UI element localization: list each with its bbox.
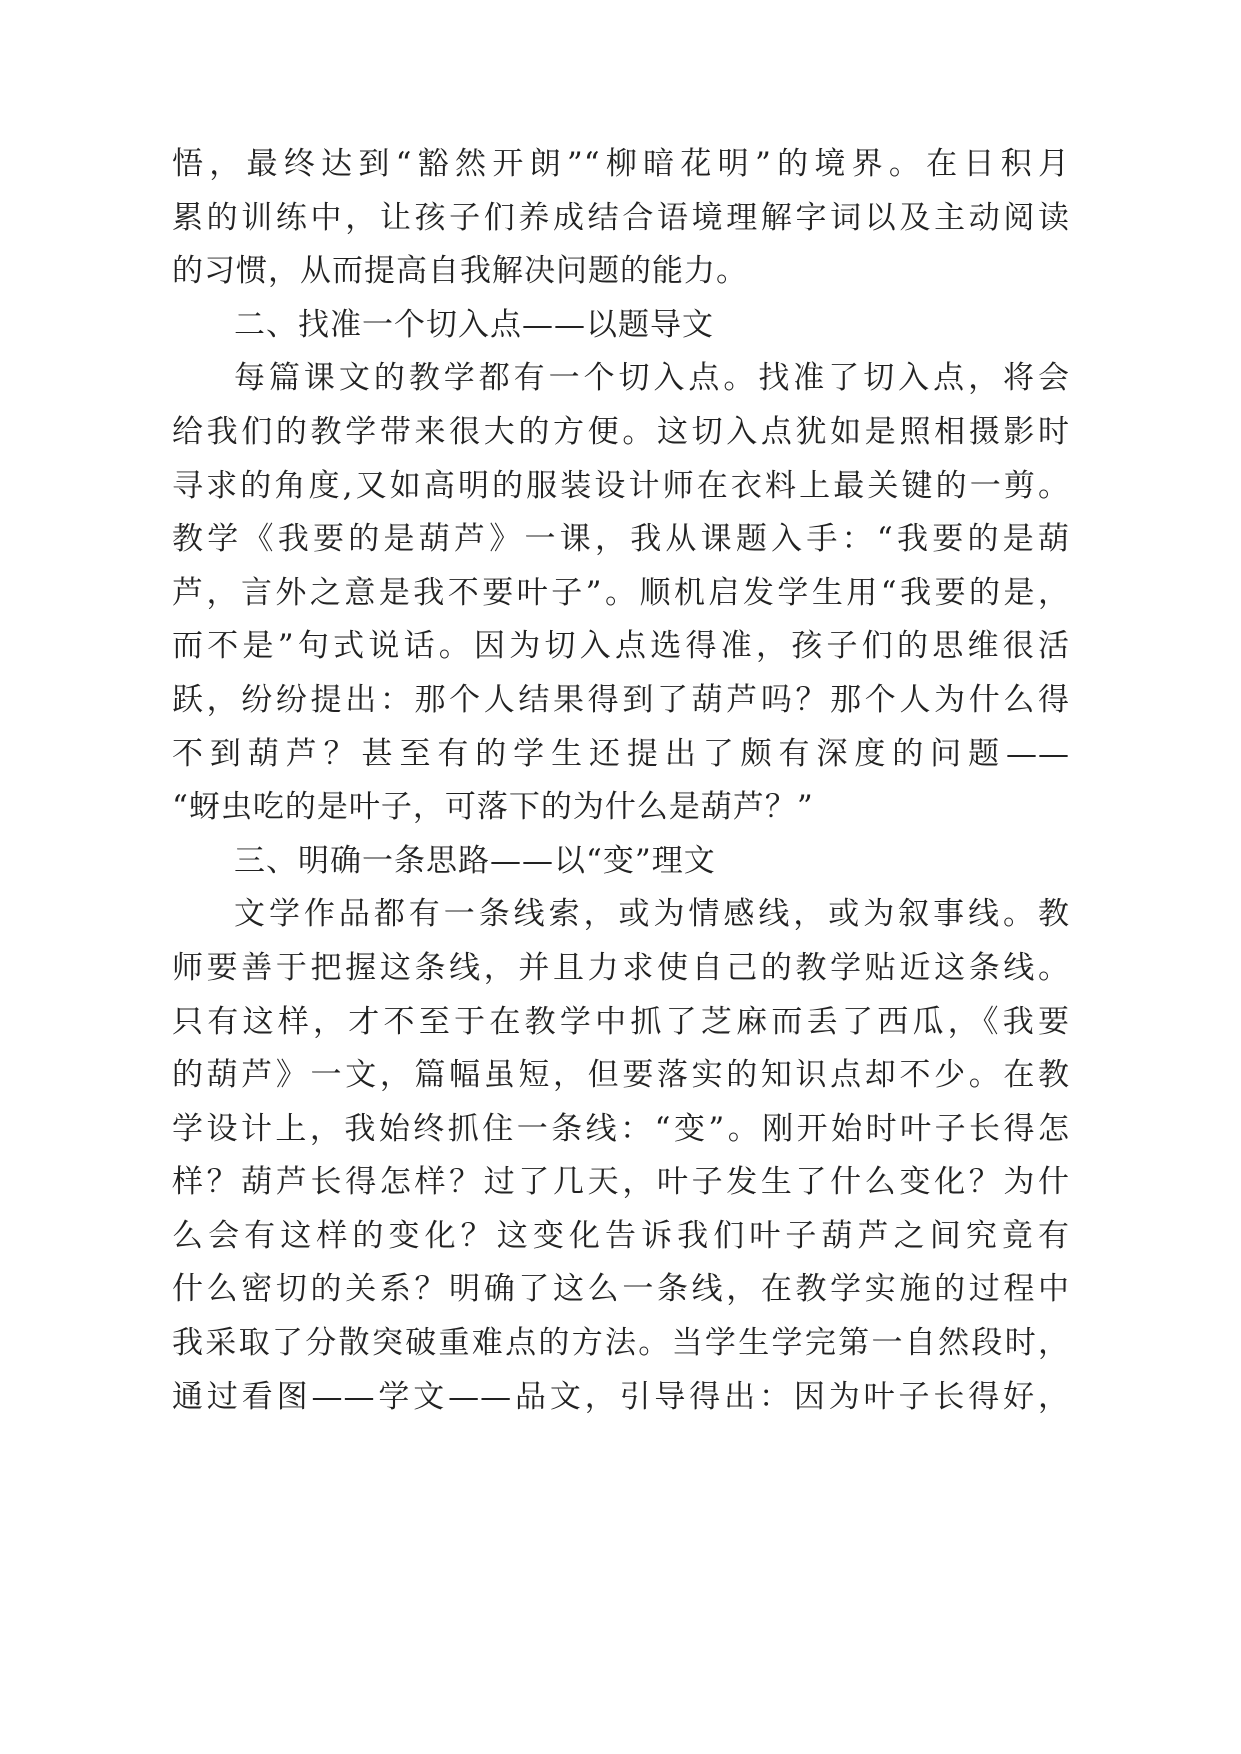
- text-line: 不到葫芦？甚至有的学生还提出了颇有深度的问题——: [172, 735, 1070, 772]
- text-line: 只有这样，才不至于在教学中抓了芝麻而丢了西瓜，《我要: [172, 1003, 1070, 1040]
- document-body: [172, 138, 1070, 1424]
- text-line: 每篇课文的教学都有一个切入点。找准了切入点，将会: [234, 360, 1070, 397]
- text-line: 累的训练中，让孩子们养成结合语境理解字词以及主动阅读: [172, 199, 1070, 236]
- text-line: 什么密切的关系？明确了这么一条线，在教学实施的过程中: [172, 1271, 1070, 1308]
- text-line: 师要善于把握这条线，并且力求使自己的教学贴近这条线。: [172, 949, 1070, 986]
- text-line: 学设计上，我始终抓住一条线：“变”。刚开始时叶子长得怎: [172, 1110, 1070, 1147]
- text-line: 样？葫芦长得怎样？过了几天，叶子发生了什么变化？为什: [172, 1164, 1070, 1201]
- text-line: 的葫芦》一文，篇幅虽短，但要落实的知识点却不少。在教: [172, 1057, 1070, 1094]
- text-line: 给我们的教学带来很大的方便。这切入点犹如是照相摄影时: [172, 413, 1070, 450]
- text-line: 寻求的角度,又如高明的服装设计师在衣料上最关键的一剪。: [172, 467, 1070, 504]
- text-line: 我采取了分散突破重难点的方法。当学生学完第一自然段时，: [172, 1325, 1070, 1362]
- text-line: 教学《我要的是葫芦》一课，我从课题入手：“我要的是葫: [172, 521, 1070, 558]
- text-line: 芦，言外之意是我不要叶子”。顺机启发学生用“我要的是，: [172, 574, 1070, 611]
- text-line: 而不是”句式说话。因为切入点选得准，孩子们的思维很活: [172, 628, 1070, 665]
- text-line: 通过看图——学文——品文，引导得出：因为叶子长得好，: [172, 1378, 1070, 1415]
- section-heading: 三、明确一条思路——以“变”理文: [234, 842, 716, 879]
- text-line: 悟，最终达到“豁然开朗”“柳暗花明”的境界。在日积月: [172, 146, 1070, 182]
- text-line: “蚜虫吃的是叶子，可落下的为什么是葫芦？”: [172, 789, 814, 826]
- section-heading: 二、找准一个切入点——以题导文: [234, 306, 714, 343]
- text-line: 的习惯，从而提高自我解决问题的能力。: [172, 253, 748, 290]
- text-line: 文学作品都有一条线索，或为情感线，或为叙事线。教: [234, 896, 1070, 933]
- text-line: 跃，纷纷提出：那个人结果得到了葫芦吗？那个人为什么得: [172, 681, 1070, 718]
- text-line: 么会有这样的变化？这变化告诉我们叶子葫芦之间究竟有: [172, 1217, 1070, 1254]
